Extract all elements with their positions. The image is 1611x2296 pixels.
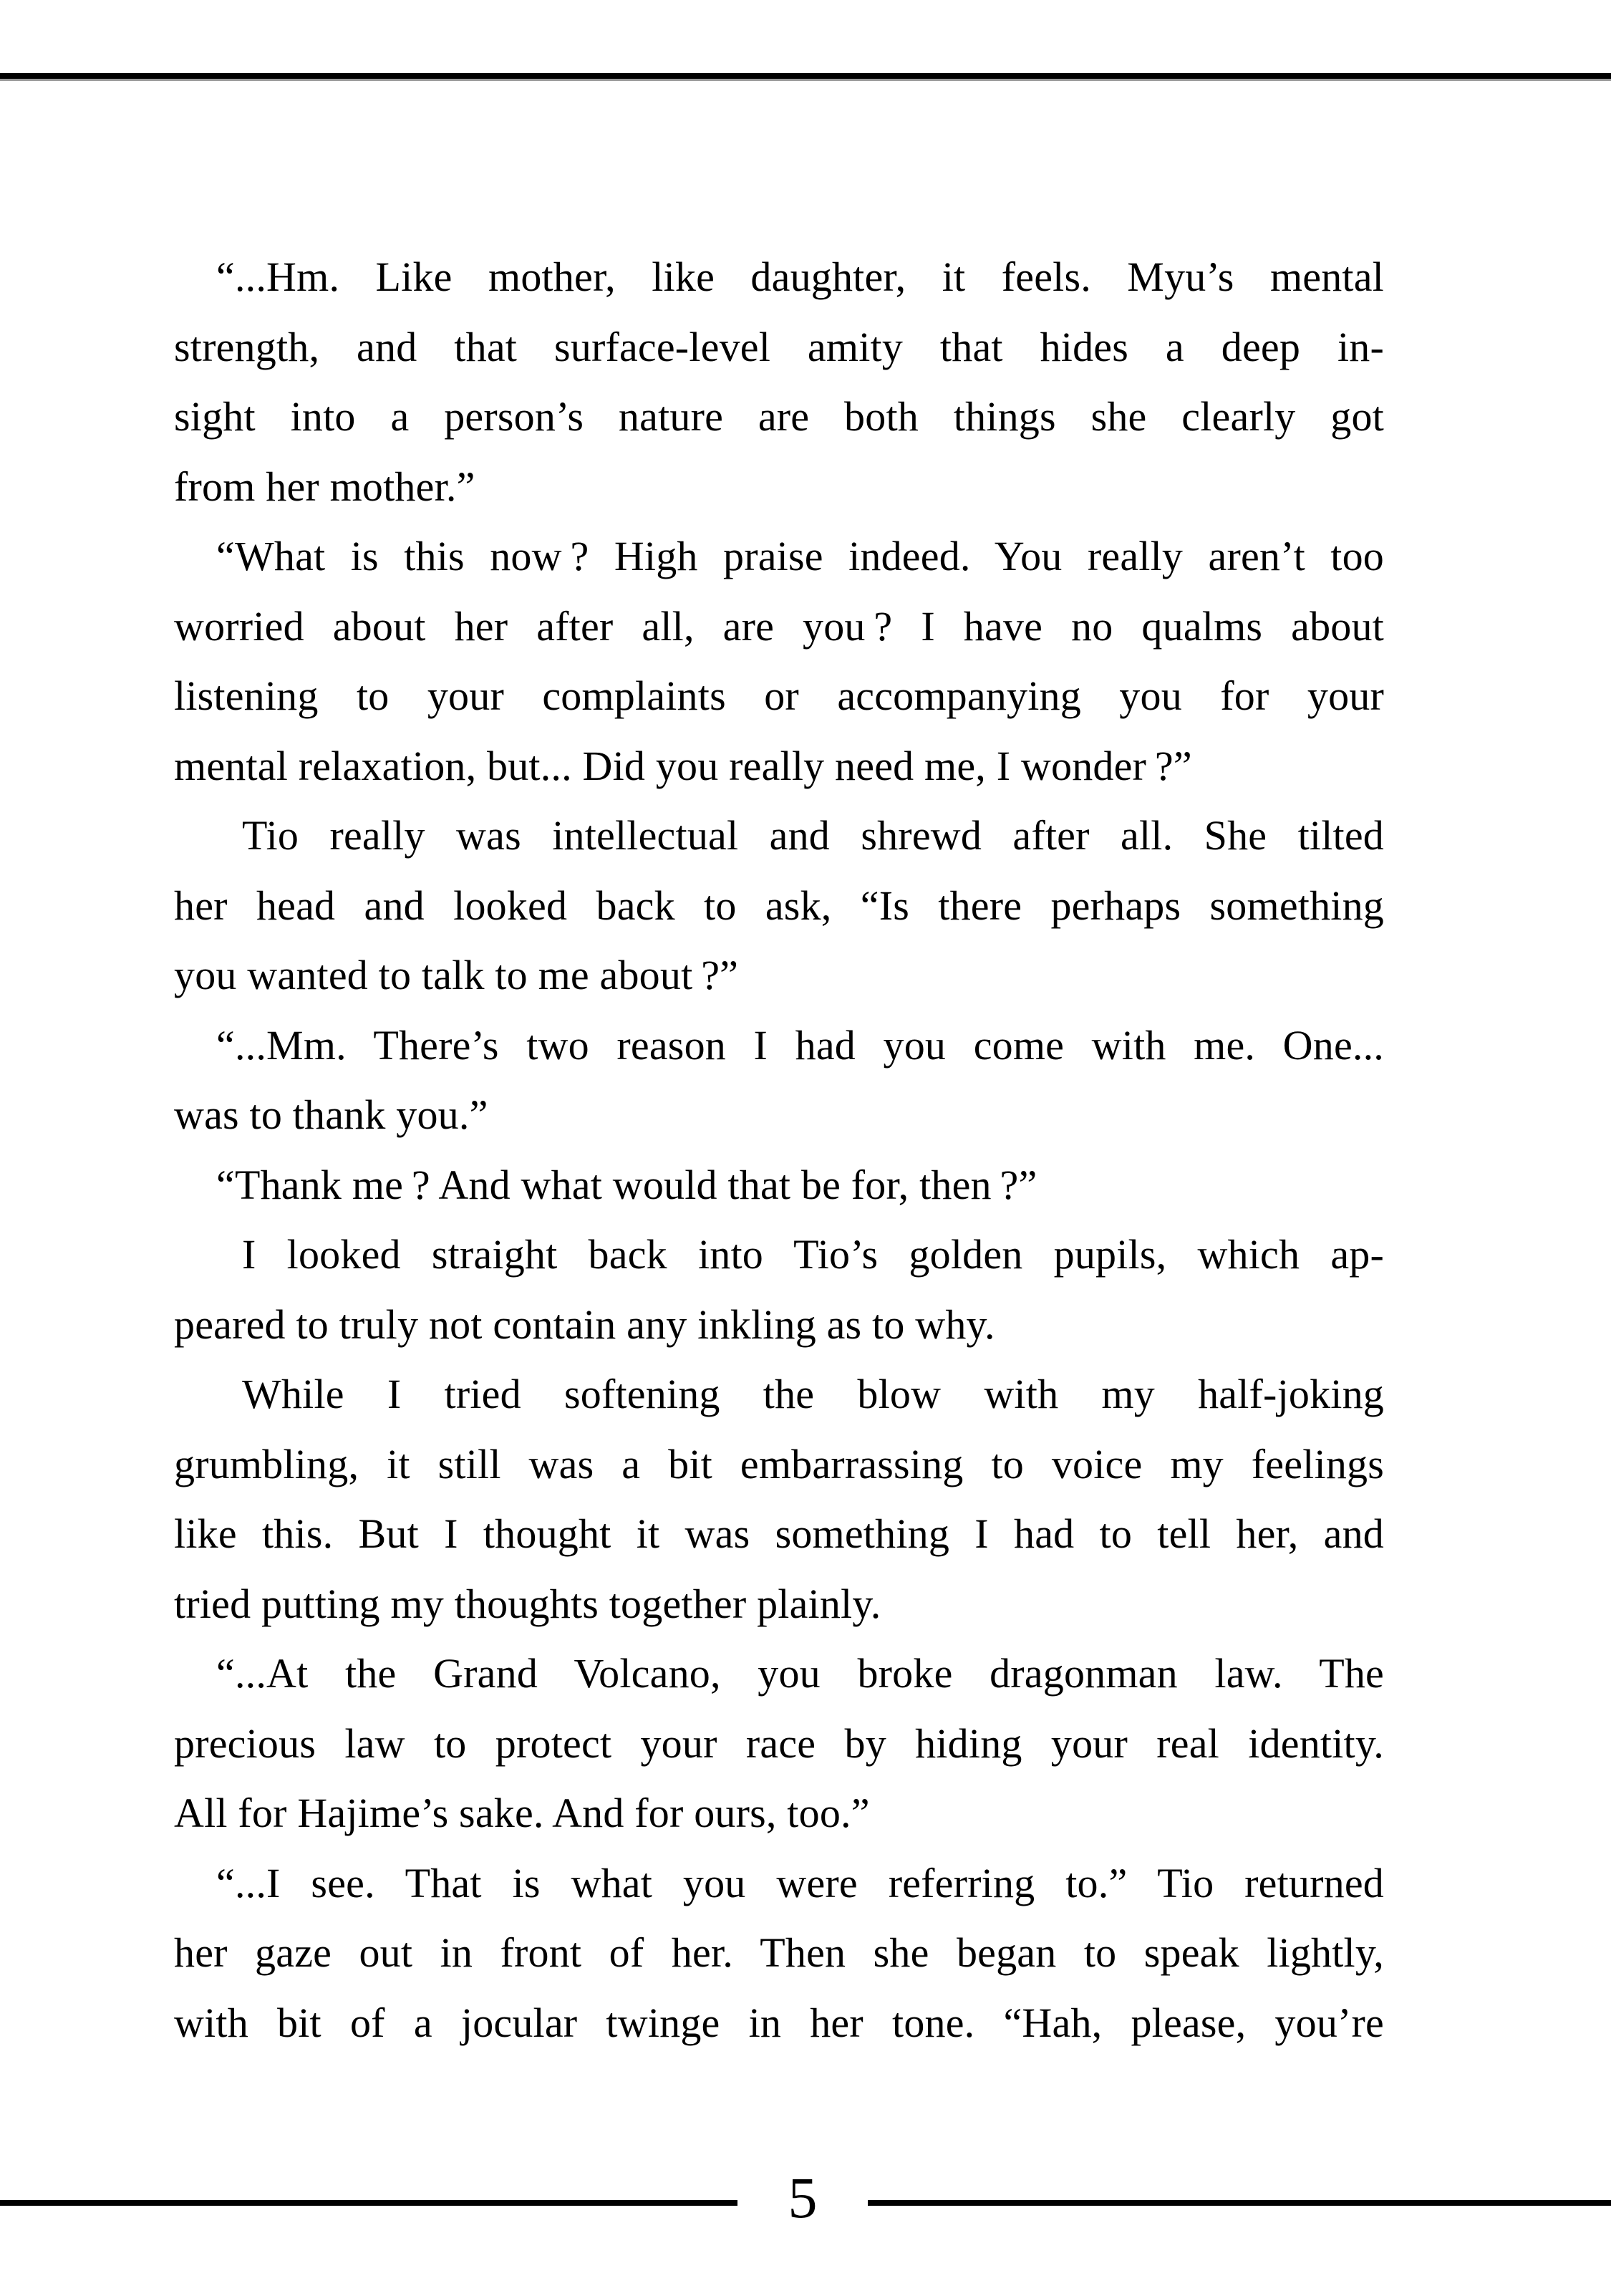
paragraph [174,1150,1384,1220]
text-line: “...Hm. Like mother, like daughter, it feels. Myu’s mental [216,254,1384,300]
text-line: “...Mm. There’s two reason I had you come with me. One... [216,1021,1384,1069]
paragraph [174,801,1384,1010]
text-line: I looked straight back into Tio’s golden pupils, which ap- [242,1231,1384,1278]
paragraph [174,1848,1384,2058]
text-line: grumbling, it still was a bit embarrassing to voice my feelings [174,1440,1384,1487]
text-line: sight into a person’s nature are both things she clearly got [174,393,1384,440]
text-line: tried putting my thoughts together plainly. [174,1580,881,1627]
paragraph [174,1220,1384,1359]
text-line: strength, and that surface-level amity that hides a deep in- [174,323,1384,370]
text-line: peared to truly not contain any inkling as to why. [174,1301,995,1348]
text-line: worried about her after all, are you ? I have no qualms about [174,602,1384,650]
page-number: 5 [788,2165,818,2230]
paragraph [174,242,1384,521]
paragraph [174,521,1384,801]
text-line: mental relaxation, but... Did you really need me, I wonder ?” [174,742,1192,789]
text-line: “Thank me ? And what would that be for, then ?” [216,1161,1037,1208]
text-line: “...I see. That is what you were referring to.” Tio returned [216,1859,1384,1906]
text-line: like this. But I thought it was something I had to tell her, and [174,1510,1384,1557]
text-line: listening to your complaints or accompanying you for your [174,672,1384,719]
text-line: with bit of a jocular twinge in her tone. “Hah, please, you’re [174,1999,1384,2046]
text-line: precious law to protect your race by hiding your real identity. [174,1719,1384,1767]
footer-rule-right [868,2200,1611,2206]
text-line: you wanted to talk to me about ?” [174,952,739,998]
text-line: her gaze out in front of her. Then she began to speak lightly, [174,1929,1384,1976]
page-text-block [174,242,1384,2058]
text-line: “...At the Grand Volcano, you broke dragonman law. The [216,1650,1384,1697]
paragraph [174,1010,1384,1150]
text-line: While I tried softening the blow with my half-joking [242,1371,1384,1417]
footer-rule-left [0,2200,737,2206]
paragraph [174,1359,1384,1639]
text-line: from her mother.” [174,463,475,510]
top-divider-rule [0,73,1611,81]
text-line: All for Hajime’s sake. And for ours, too.” [174,1790,870,1836]
paragraph [174,1639,1384,1848]
text-line: her head and looked back to ask, “Is there perhaps something [174,882,1384,929]
text-line: was to thank you.” [174,1091,488,1138]
text-line: Tio really was intellectual and shrewd after all. She tilted [242,812,1384,859]
text-line: “What is this now ? High praise indeed. You really aren’t too [216,533,1384,579]
